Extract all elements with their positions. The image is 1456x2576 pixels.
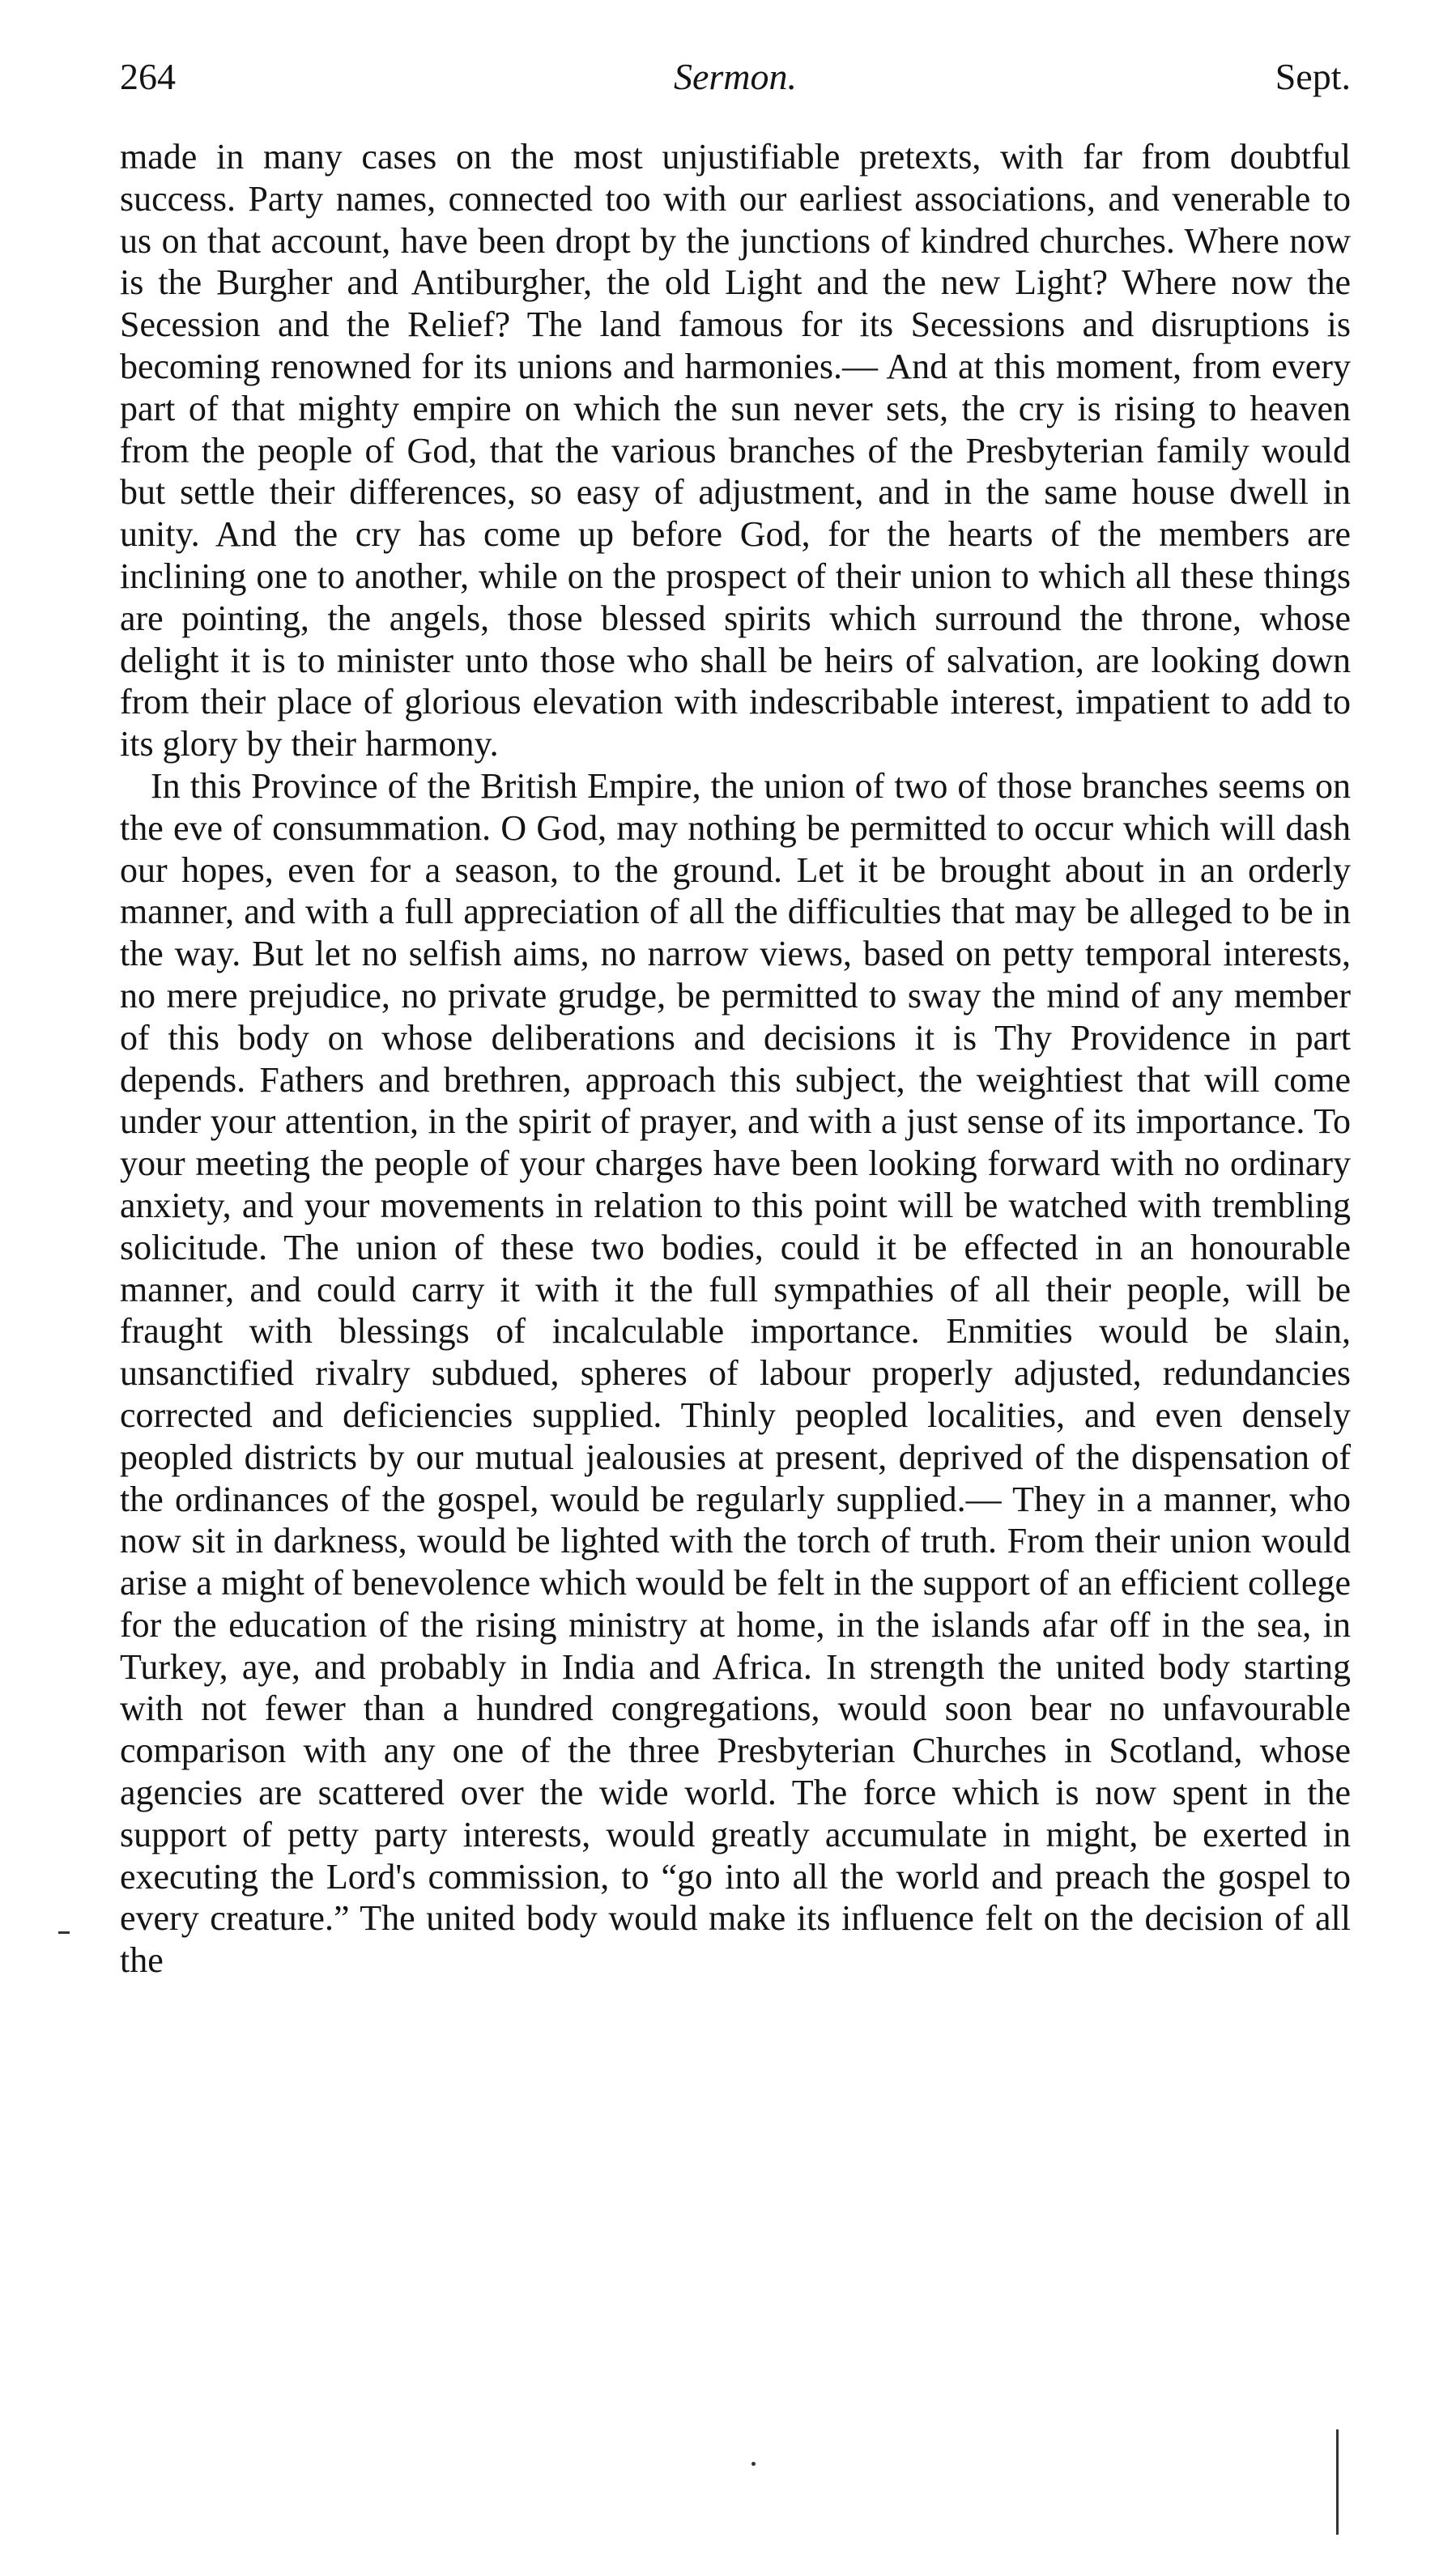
paragraph-2: In this Province of the British Empire, the union of two of those branches seems on the eve of consummation. O God, may nothing be permitted to occur which will dash our hopes, even for a season, to the ground. Let it be brought about in an orderly manner, and with a full appreciation of all the difficulties that may be alleged to be in the way. But let no selfish aims, no narrow views, based on petty temporal interests, no mere prejudice, no private grudge, be permitted to sway the mind of any member of this body on whose deliberations and decisions it is Thy Providence in part depends. Fathers and brethren, approach this subject, the weightiest that will come under your attention, in the spirit of prayer, and with a just sense of its importance. To your meeting the people of your charges have been looking forward with no ordinary anxiety, and your movements in relation to this point will be watched with trembling solicitude. The union of these two bodies, could it be effected in an honourable manner, and could carry it with it the full sympathies of all their people, will be fraught with blessings of incalculable importance. Enmities would be slain, unsanctified rivalry subdued, spheres of labour properly adjusted, redundancies corrected and deficiencies supplied. Thinly peopled localities, and even densely peopled districts by our mutual jealousies at present, deprived of the dispensation of the ordinances of the gospel, would be regularly supplied.— They in a manner, who now sit in darkness, would be lighted with the torch of truth. From their union would arise a might of benevolence which would be felt in the support of an efficient college for the education of the rising ministry at home, in the islands afar off in the sea, in Turkey, aye, and probably in India and Africa. In strength the united body starting with not fewer than a hundred congregations, would soon bear no unfavourable comparison with any one of the three Presbyterian Churches in Scotland, whose agencies are scattered over the wide world. The force which is now spent in the support of petty party interests, would greatly accumulate in might, be exerted in executing the Lord's commission, to “go into all the world and preach the gospel to every creature.” The united body would make its influence felt on the decision of all the: [120, 765, 1351, 1981]
running-month: Sept.: [1275, 56, 1351, 97]
running-title: Sermon.: [673, 56, 798, 97]
page-number: 264: [120, 56, 176, 97]
paragraph-1: made in many cases on the most unjustifiable pretexts, with far from doubtful success. Party names, connected too with our earliest associations, and venerable to us on that account, have been dropt by the junctions of kindred churches. Where now is the Burgher and Antiburgher, the old Light and the new Light? Where now the Secession and the Relief? The land famous for its Secessions and disruptions is becoming renowned for its unions and harmonies.— And at this moment, from every part of that mighty empire on which the sun never sets, the cry is rising to heaven from the people of God, that the various branches of the Presbyterian family would but settle their differences, so easy of adjustment, and in the same house dwell in unity. And the cry has come up before God, for the hearts of the members are inclining one to another, while on the prospect of their union to which all these things are pointing, the angels, those blessed spirits which surround the throne, whose delight it is to minister unto those who shall be heirs of salvation, are looking down from their place of glorious elevation with indescribable interest, impatient to add to its glory by their harmony.: [120, 137, 1351, 764]
body-text: [120, 136, 1351, 1982]
scan-artifact-dot: [751, 2462, 756, 2466]
scan-artifact-line: [1336, 2429, 1339, 2535]
page-header: [120, 49, 1351, 113]
scan-artifact-dash: [58, 1931, 70, 1934]
